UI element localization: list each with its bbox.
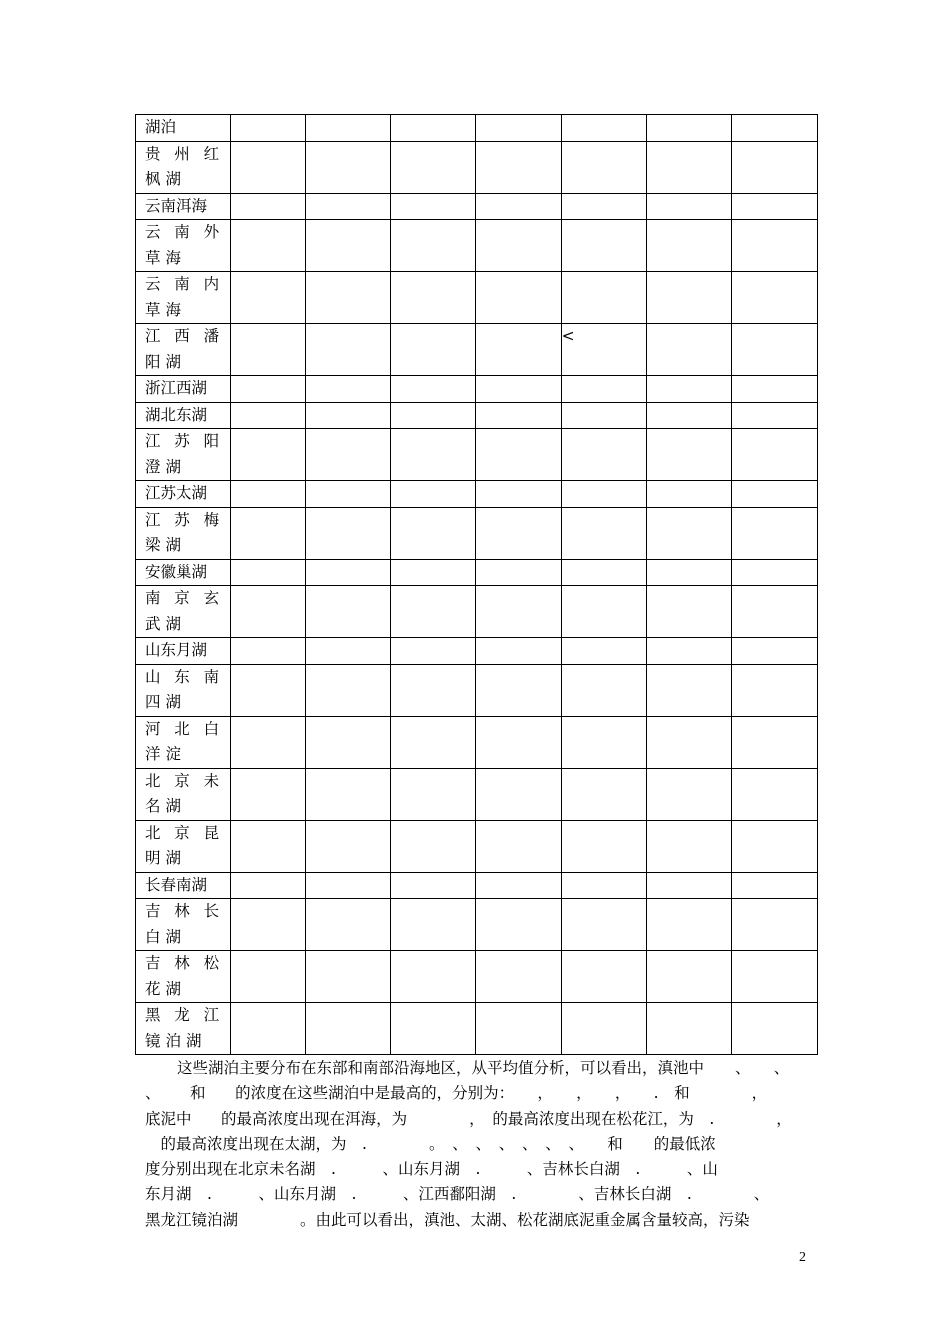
table-row <box>136 951 818 1003</box>
lake-name: 吉林长白湖 <box>145 902 225 946</box>
value-cell <box>391 507 476 559</box>
table-row <box>136 664 818 716</box>
value-cell <box>306 376 391 403</box>
value-cell <box>561 429 646 481</box>
value-cell <box>561 402 646 429</box>
table-row <box>136 481 818 508</box>
lake-name-cell <box>136 638 231 665</box>
value-cell <box>476 429 561 481</box>
value-cell <box>391 481 476 508</box>
value-cell <box>391 193 476 220</box>
value-cell <box>561 768 646 820</box>
value-cell <box>391 899 476 951</box>
value-cell <box>391 951 476 1003</box>
lake-name-cell <box>136 402 231 429</box>
value-cell <box>391 1003 476 1055</box>
paragraph-line-2: 、 和 的浓度在这些湖泊中是最高的，分别为： ， ， ， . 和 ， <box>145 1084 768 1103</box>
table-row <box>136 193 818 220</box>
value-cell <box>646 872 731 899</box>
table-row <box>136 220 818 272</box>
page-number: 2 <box>799 1250 806 1265</box>
value-cell <box>231 872 306 899</box>
value-cell <box>306 429 391 481</box>
value-cell <box>306 899 391 951</box>
value-cell <box>476 1003 561 1055</box>
lake-name: 云南外草海 <box>145 223 225 267</box>
value-cell <box>476 559 561 586</box>
lake-name: 北京昆明湖 <box>145 823 225 867</box>
value-cell <box>731 141 817 193</box>
value-cell <box>306 481 391 508</box>
lake-name: 江苏阳澄湖 <box>145 432 225 476</box>
value-cell <box>561 899 646 951</box>
lake-name: 山东南四湖 <box>145 667 225 711</box>
value-cell <box>731 376 817 403</box>
value-cell <box>731 220 817 272</box>
value-cell <box>646 820 731 872</box>
value-cell <box>476 872 561 899</box>
value-cell <box>476 193 561 220</box>
value-cell <box>731 559 817 586</box>
value-cell <box>306 141 391 193</box>
lake-name-cell <box>136 586 231 638</box>
value-cell <box>561 872 646 899</box>
lake-name-cell <box>136 664 231 716</box>
value-cell <box>731 768 817 820</box>
value-cell <box>231 193 306 220</box>
value-cell <box>476 899 561 951</box>
lake-name-cell <box>136 1003 231 1055</box>
lake-name: 贵州红枫湖 <box>145 144 225 188</box>
lake-name-cell <box>136 559 231 586</box>
value-cell <box>646 768 731 820</box>
value-cell <box>646 586 731 638</box>
table-row <box>136 872 818 899</box>
value-cell <box>476 141 561 193</box>
value-cell <box>476 115 561 142</box>
value-cell <box>476 481 561 508</box>
value-cell <box>231 507 306 559</box>
value-cell <box>731 402 817 429</box>
value-cell <box>646 899 731 951</box>
lake-name-cell <box>136 872 231 899</box>
value-cell <box>231 272 306 324</box>
value-cell <box>731 429 817 481</box>
table-row <box>136 429 818 481</box>
lake-name: 湖北东湖 <box>145 405 208 424</box>
lake-name: 云南洱海 <box>145 196 208 215</box>
paragraph-line-1: 这些湖泊主要分布在东部和南部沿海地区，从平均值分析，可以看出，滇池中 、 、 <box>177 1059 790 1077</box>
value-cell <box>476 507 561 559</box>
lake-name-cell <box>136 899 231 951</box>
value-cell <box>306 402 391 429</box>
table-row <box>136 376 818 403</box>
value-cell <box>306 193 391 220</box>
value-cell <box>306 586 391 638</box>
table-row <box>136 507 818 559</box>
table-row <box>136 820 818 872</box>
value-cell <box>391 220 476 272</box>
lake-name: 江苏梅梁湖 <box>145 510 225 554</box>
lake-name: 北京未名湖 <box>145 771 225 815</box>
value-cell <box>646 402 731 429</box>
value-cell <box>646 638 731 665</box>
value-cell <box>306 220 391 272</box>
lake-name: 安徽巢湖 <box>145 562 208 581</box>
table-body <box>136 115 818 1055</box>
value-cell <box>476 376 561 403</box>
lake-name-cell <box>136 324 231 376</box>
lake-name: 长春南湖 <box>145 875 208 894</box>
value-cell <box>561 664 646 716</box>
value-cell <box>391 429 476 481</box>
value-cell <box>476 951 561 1003</box>
value-cell <box>306 768 391 820</box>
value-cell <box>391 115 476 142</box>
table-row <box>136 716 818 768</box>
value-cell <box>646 716 731 768</box>
value-cell <box>391 272 476 324</box>
paragraph-line-3: 底泥中 的最高浓度出现在洱海，为 ， 的最高浓度出现在松花江，为 . ， <box>145 1109 792 1128</box>
value-cell <box>231 951 306 1003</box>
value-cell <box>391 586 476 638</box>
value-cell <box>231 402 306 429</box>
lake-name: 吉林松花湖 <box>145 954 225 998</box>
value-cell <box>731 716 817 768</box>
value-cell <box>231 429 306 481</box>
lake-name: 浙江西湖 <box>145 379 208 397</box>
value-cell <box>476 324 561 376</box>
value-cell <box>731 1003 817 1055</box>
value-cell <box>646 115 731 142</box>
value-cell <box>391 716 476 768</box>
lake-name-cell <box>136 429 231 481</box>
lake-name: 山东月湖 <box>145 641 208 659</box>
value-cell <box>306 272 391 324</box>
value-cell <box>231 481 306 508</box>
value-cell <box>231 324 306 376</box>
value-cell <box>561 115 646 142</box>
value-cell <box>646 220 731 272</box>
value-cell <box>306 951 391 1003</box>
lake-name-cell <box>136 716 231 768</box>
lake-name: 云南内草海 <box>145 275 225 319</box>
value-cell <box>561 507 646 559</box>
value-cell <box>391 376 476 403</box>
value-cell <box>476 402 561 429</box>
table-row <box>136 768 818 820</box>
value-cell <box>561 820 646 872</box>
value-cell <box>391 872 476 899</box>
table-row <box>136 899 818 951</box>
value-cell <box>646 507 731 559</box>
value-cell <box>561 1003 646 1055</box>
lake-name-cell <box>136 220 231 272</box>
paragraph-line-4: 的最高浓度出现在太湖，为 . 。 、 、 、 、 、 、 和 的最低浓 <box>160 1134 716 1153</box>
value-cell <box>646 272 731 324</box>
value-cell <box>231 559 306 586</box>
value-cell <box>646 559 731 586</box>
value-cell <box>561 141 646 193</box>
body-paragraph <box>145 1056 810 1233</box>
lake-data-table <box>135 114 818 1055</box>
value-cell <box>646 1003 731 1055</box>
lake-name: 河北白洋淀 <box>145 719 225 763</box>
value-cell <box>731 872 817 899</box>
lake-name-cell <box>136 507 231 559</box>
value-cell <box>306 324 391 376</box>
paragraph-line-7: 黑龙江镜泊湖 。由此可以看出，滇池、太湖、松花湖底泥重金属含量较高，污染 <box>145 1210 750 1229</box>
value-cell <box>731 507 817 559</box>
value-cell <box>231 1003 306 1055</box>
value-cell <box>231 141 306 193</box>
table-row <box>136 638 818 665</box>
value-cell <box>306 664 391 716</box>
value-cell <box>731 324 817 376</box>
lake-name: 黑龙江镜泊湖 <box>145 1006 225 1050</box>
table-row <box>136 402 818 429</box>
value-cell <box>731 272 817 324</box>
value-cell <box>731 899 817 951</box>
value-cell <box>476 586 561 638</box>
value-cell <box>561 586 646 638</box>
value-cell <box>391 664 476 716</box>
lake-name-cell <box>136 376 231 403</box>
lake-name-cell <box>136 768 231 820</box>
value-cell <box>561 716 646 768</box>
value-cell <box>231 820 306 872</box>
value-cell <box>306 1003 391 1055</box>
value-cell <box>231 768 306 820</box>
value-cell <box>476 664 561 716</box>
value-cell <box>476 272 561 324</box>
lake-name-cell <box>136 141 231 193</box>
value-cell <box>391 768 476 820</box>
value-cell <box>476 716 561 768</box>
value-cell <box>306 716 391 768</box>
value-cell <box>561 559 646 586</box>
value-cell: < <box>561 324 646 376</box>
value-cell <box>731 115 817 142</box>
value-cell <box>646 141 731 193</box>
paragraph-line-5: 度分别出现在北京未名湖 . 、山东月湖 . 、吉林长白湖 . 、山 <box>145 1160 718 1179</box>
value-cell <box>231 638 306 665</box>
value-cell <box>306 820 391 872</box>
table-row <box>136 559 818 586</box>
lake-name: 江西潘阳湖 <box>145 327 225 371</box>
value-cell <box>476 768 561 820</box>
value-cell <box>391 559 476 586</box>
value-cell <box>476 220 561 272</box>
value-cell <box>646 664 731 716</box>
value-cell <box>561 376 646 403</box>
value-cell <box>646 951 731 1003</box>
value-cell <box>231 115 306 142</box>
value-cell <box>231 376 306 403</box>
table-row <box>136 586 818 638</box>
value-cell <box>646 376 731 403</box>
table-row <box>136 272 818 324</box>
value-cell <box>391 402 476 429</box>
paragraph-line-6: 东月湖 . 、山东月湖 . 、江西鄱阳湖 . 、吉林长白湖 . 、 <box>145 1185 770 1204</box>
value-cell <box>561 638 646 665</box>
value-cell <box>391 324 476 376</box>
table-row <box>136 1003 818 1055</box>
lake-name: 南京玄武湖 <box>145 589 225 633</box>
value-cell <box>561 220 646 272</box>
value-cell <box>561 193 646 220</box>
table-row <box>136 141 818 193</box>
value-cell <box>561 481 646 508</box>
value-cell <box>646 481 731 508</box>
lake-name: 江苏太湖 <box>145 484 208 502</box>
value-cell <box>231 716 306 768</box>
lake-name-cell <box>136 115 231 142</box>
value-cell <box>731 664 817 716</box>
value-cell <box>231 220 306 272</box>
value-cell <box>731 638 817 665</box>
value-cell <box>646 429 731 481</box>
value-cell <box>391 141 476 193</box>
value-cell <box>561 272 646 324</box>
lake-name-cell <box>136 951 231 1003</box>
table-row <box>136 324 818 376</box>
value-cell <box>731 820 817 872</box>
value-cell <box>306 638 391 665</box>
value-cell <box>391 638 476 665</box>
value-cell <box>231 586 306 638</box>
value-cell <box>561 951 646 1003</box>
value-cell <box>476 820 561 872</box>
value-cell <box>646 193 731 220</box>
value-cell <box>306 115 391 142</box>
lake-name-cell <box>136 820 231 872</box>
value-cell <box>391 820 476 872</box>
value-cell <box>731 586 817 638</box>
value-cell <box>306 559 391 586</box>
value-cell <box>731 481 817 508</box>
table-row <box>136 115 818 142</box>
value-cell <box>306 507 391 559</box>
value-cell <box>646 324 731 376</box>
value-cell <box>731 951 817 1003</box>
lake-name: 湖泊 <box>145 118 177 136</box>
value-cell <box>231 664 306 716</box>
value-cell <box>231 899 306 951</box>
lake-name-cell <box>136 481 231 508</box>
lake-name-cell <box>136 193 231 220</box>
value-cell <box>306 872 391 899</box>
value-cell <box>731 193 817 220</box>
lake-name-cell <box>136 272 231 324</box>
value-cell <box>476 638 561 665</box>
